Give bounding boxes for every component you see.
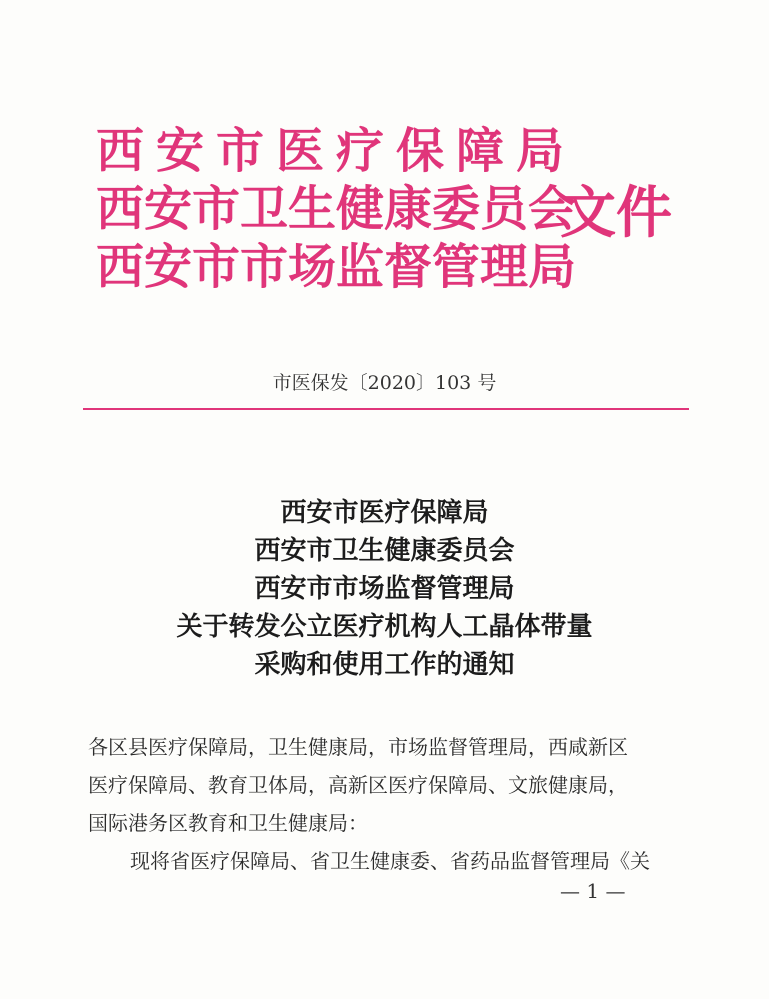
issuer-line-2: 西安市卫生健康委员会 [96,181,577,237]
body-line-3: 国际港务区教育和卫生健康局： [88,811,368,835]
red-divider [83,408,689,410]
title-line-5: 采购和使用工作的通知 [254,650,515,680]
body-line-1: 各区县医疗保障局，卫生健康局，市场监督管理局，西咸新区 [88,735,628,759]
title-line-1: 西安市医疗保障局 [280,498,489,528]
title-line-4: 关于转发公立医疗机构人工晶体带量 [176,612,593,642]
document-title [0,494,769,684]
page-number: — 1 — [560,879,626,903]
body-line-2: 医疗保障局、教育卫体局，高新区医疗保障局、文旅健康局， [88,773,628,797]
body-line-4: 现将省医疗保障局、省卫生健康委、省药品监督管理局《关 [130,849,650,873]
document-number: 市医保发〔2020〕103 号 [272,372,497,394]
issuer-line-1: 西安市医疗保障局 [96,123,577,179]
issuer-line-3: 西安市市场监督管理局 [96,239,577,295]
issuer-block [96,122,576,296]
document-body [88,728,688,880]
title-line-3: 西安市市场监督管理局 [254,574,515,604]
title-line-2: 西安市卫生健康委员会 [254,536,515,566]
document-type-label: 文件 [560,180,672,246]
